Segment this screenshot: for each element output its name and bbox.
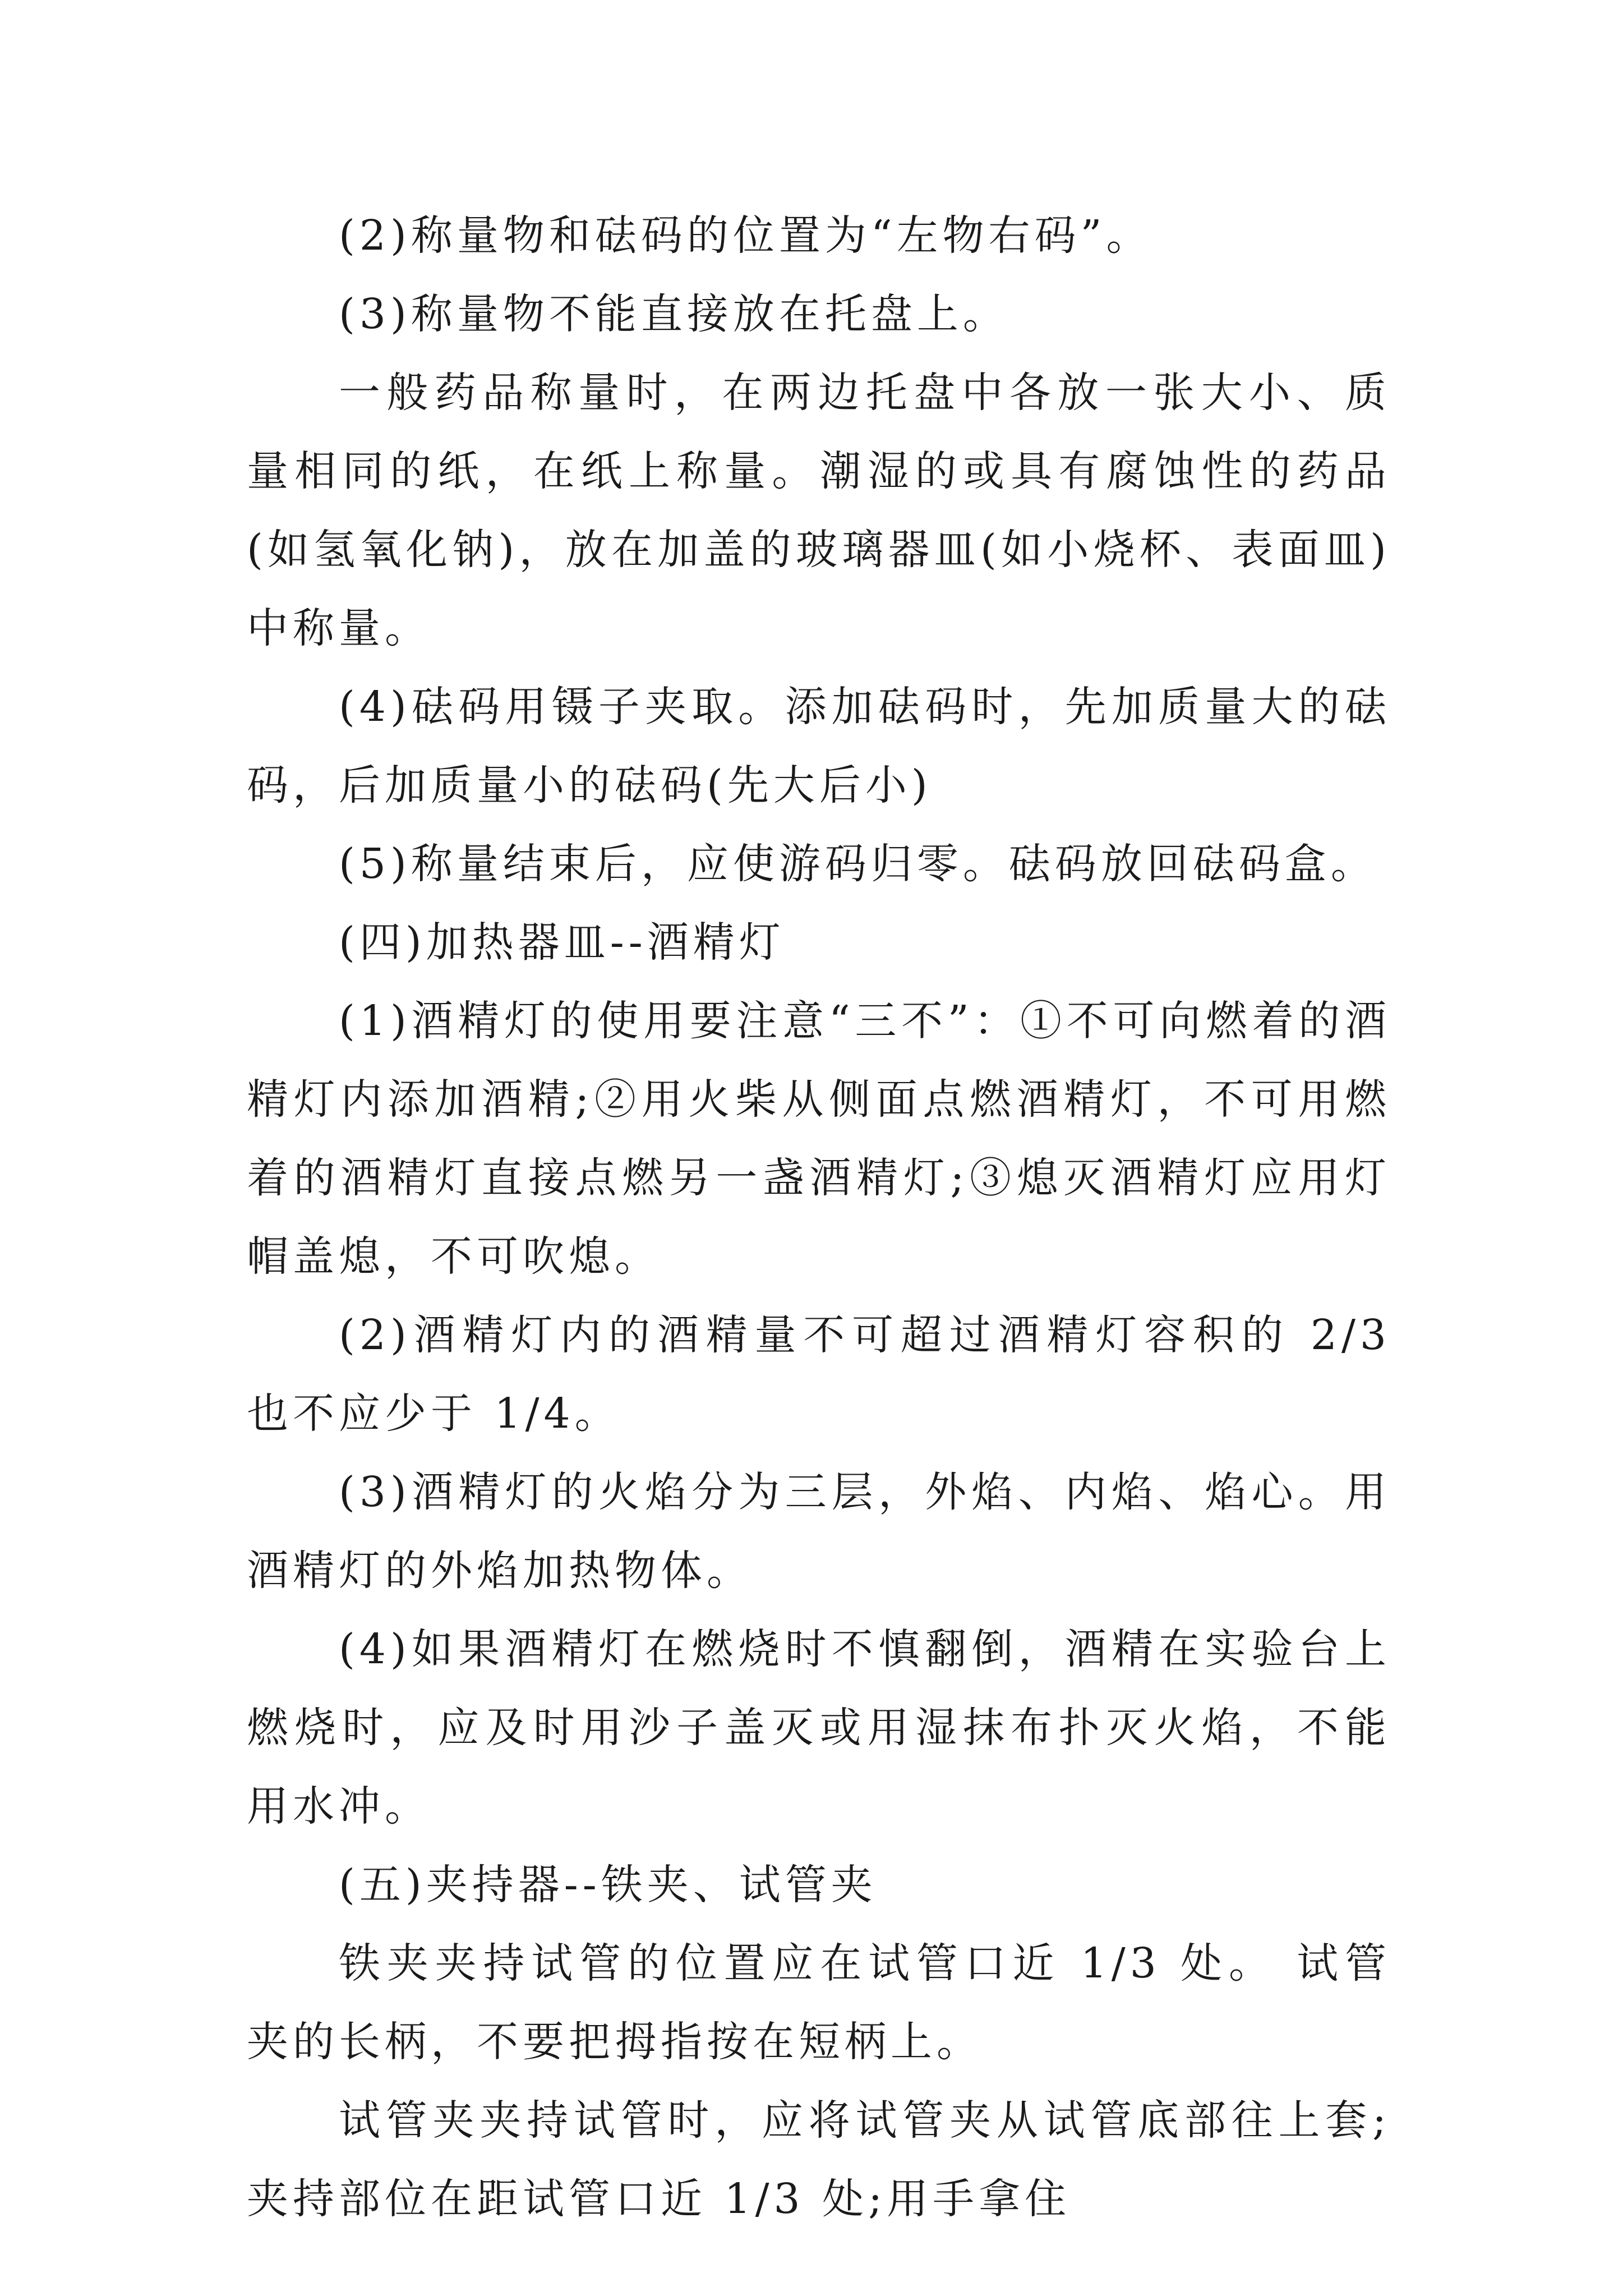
paragraph-not-on-tray: (3)称量物不能直接放在托盘上。	[339, 290, 1009, 338]
paragraph-three-nots: (1)酒精灯的使用要注意“三不”：①不可向燃着的酒精灯内添加酒精;②用火柴从侧面点燃酒精灯，不可用燃着的酒精灯直接点燃另一盏酒精灯;③熄灭酒精灯应用灯帽盖熄，不可吹熄。	[247, 997, 1391, 1281]
paragraph-alcohol-volume: (2)酒精灯内的酒精量不可超过酒精灯容积的 2/3 也不应少于 1/4。	[247, 1311, 1391, 1438]
paragraph-spill-fire: (4)如果酒精灯在燃烧时不慎翻倒，酒精在实验台上燃烧时，应及时用沙子盖灭或用湿抹布扑灭火焰，不能用水冲。	[247, 1625, 1391, 1830]
document-body	[247, 196, 1391, 2238]
paragraph-test-tube-holder: 试管夹夹持试管时，应将试管夹从试管底部往上套;夹持部位在距试管口近 1/3 处;用手拿住	[247, 2096, 1391, 2223]
paragraph-iron-clamp: 铁夹夹持试管的位置应在试管口近 1/3 处。 试管夹的长柄，不要把拇指按在短柄上。	[247, 1939, 1391, 2066]
paragraph-flame-layers: (3)酒精灯的火焰分为三层，外焰、内焰、焰心。用酒精灯的外焰加热物体。	[247, 1468, 1391, 1595]
section-heading-alcohol-lamp: (四)加热器皿--酒精灯	[339, 918, 785, 967]
paragraph-tweezers: (4)砝码用镊子夹取。添加砝码时，先加质量大的砝码，后加质量小的砝码(先大后小)	[247, 683, 1391, 809]
paragraph-reset-rider: (5)称量结束后，应使游码归零。砝码放回砝码盒。	[339, 840, 1377, 888]
paragraph-paper-weighing: 一般药品称量时，在两边托盘中各放一张大小、质量相同的纸，在纸上称量。潮湿的或具有腐蚀性的药品(如氢氧化钠)，放在加盖的玻璃器皿(如小烧杯、表面皿)中称量。	[247, 369, 1391, 652]
section-heading-clamps: (五)夹持器--铁夹、试管夹	[339, 1861, 877, 1909]
paragraph-weighing-position: (2)称量物和砝码的位置为“左物右码”。	[339, 211, 1152, 260]
